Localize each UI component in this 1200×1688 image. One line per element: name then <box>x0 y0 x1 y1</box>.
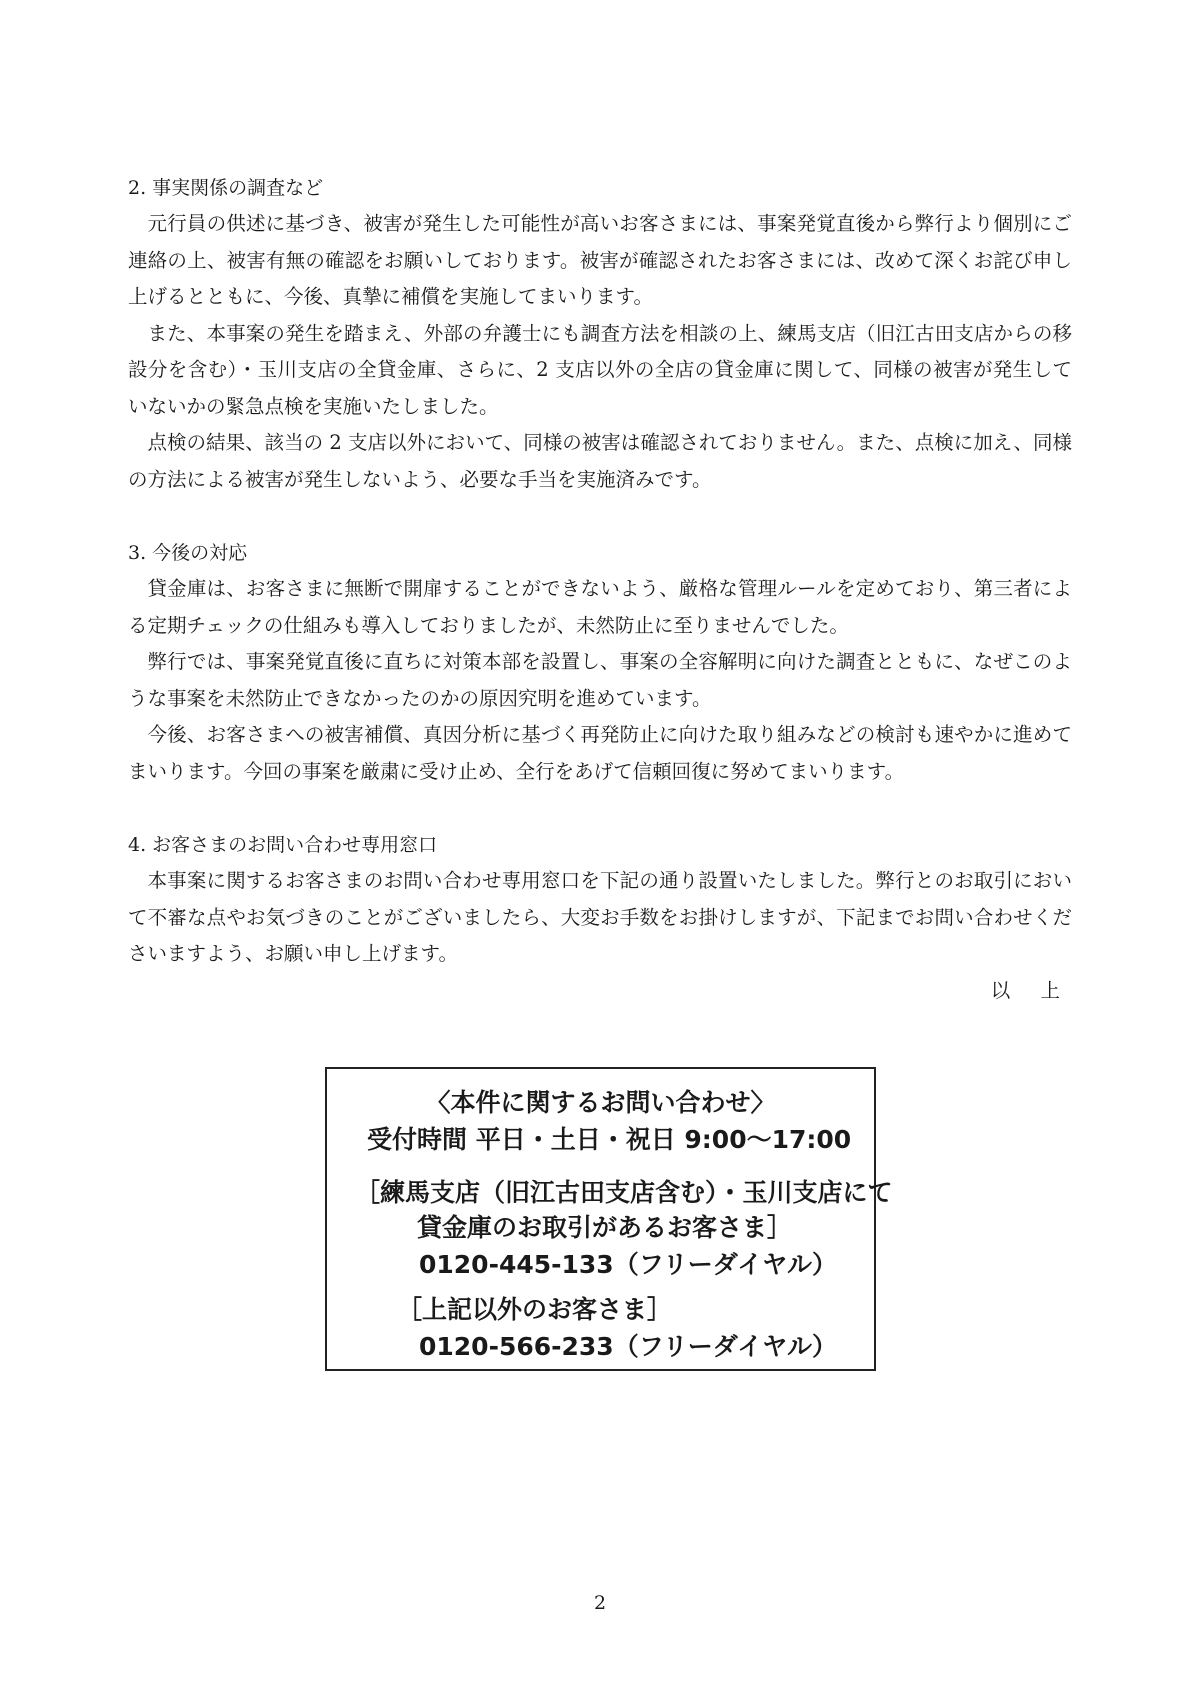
contact-group-label: ［上記以外のお客さま］ <box>397 1295 673 1324</box>
contact-hours: 受付時間 平日・土日・祝日 9:00～17:00 <box>367 1125 852 1154</box>
closing-mark: 以 上 <box>990 978 1072 1002</box>
paragraph: また、本事案の発生を踏まえ、外部の弁護士にも調査方法を相談の上、練馬支店（旧江古田支店からの移設分を含む）・玉川支店の全貸金庫、さらに、2 支店以外の全店の貸金庫に関して、同様の被害が発生していないかの緊急点検を実施いたしました。 <box>128 321 1072 418</box>
contact-group-label: ［練馬支店（旧江古田支店含む）・玉川支店にて <box>355 1178 893 1207</box>
paragraph: 弊行では、事案発覚直後に直ちに対策本部を設置し、事案の全容解明に向けた調査とともに、なぜこのような事案を未然防止できなかったのかの原因究明を進めています。 <box>128 650 1072 710</box>
contact-group-label: 貸金庫のお取引があるお客さま］ <box>417 1213 793 1242</box>
section-heading: 4. お客さまのお問い合わせ専用窓口 <box>128 834 438 856</box>
contact-title: 〈本件に関するお問い合わせ〉 <box>425 1088 776 1117</box>
section-investigation <box>128 170 1072 498</box>
section-inquiry-window <box>128 827 1072 973</box>
page-number: 2 <box>593 1592 607 1614</box>
section-spacer <box>128 790 1072 827</box>
paragraph: 元行員の供述に基づき、被害が発生した可能性が高いお客さまには、事案発覚直後から弊行より個別にご連絡の上、被害有無の確認をお願いしております。被害が確認されたお客さまには、改めて深くお詫び申し上げるとともに、今後、真摯に補償を実施してまいります。 <box>128 212 1072 308</box>
section-spacer <box>128 498 1072 535</box>
section-heading: 3. 今後の対応 <box>128 542 248 564</box>
paragraph: 点検の結果、該当の 2 支店以外において、同様の被害は確認されておりません。また、点検に加え、同様の方法による被害が発生しないよう、必要な手当を実施済みです。 <box>128 431 1072 491</box>
contact-phone: 0120-445-133（フリーダイヤル） <box>419 1250 837 1279</box>
paragraph: 本事案に関するお客さまのお問い合わせ専用窓口を下記の通り設置いたしました。弊行とのお取引において不審な点やお気づきのことがございましたら、大変お手数をお掛けしますが、下記までお問い合わせくださいますよう、お願い申し上げます。 <box>128 869 1072 965</box>
section-heading: 2. 事実関係の調査など <box>128 177 324 199</box>
paragraph: 今後、お客さまへの被害補償、真因分析に基づく再発防止に向けた取り組みなどの検討も速やかに進めてまいります。今回の事案を厳粛に受け止め、全行をあげて信頼回復に努めてまいります。 <box>128 723 1072 783</box>
contact-info-box <box>325 1067 893 1371</box>
contact-phone: 0120-566-233（フリーダイヤル） <box>419 1332 837 1361</box>
paragraph: 貸金庫は、お客さまに無断で開扉することができないよう、厳格な管理ルールを定めており、第三者による定期チェックの仕組みも導入しておりましたが、未然防止に至りませんでした。 <box>128 577 1072 637</box>
document-body <box>128 170 1072 1009</box>
section-future-response <box>128 535 1072 790</box>
